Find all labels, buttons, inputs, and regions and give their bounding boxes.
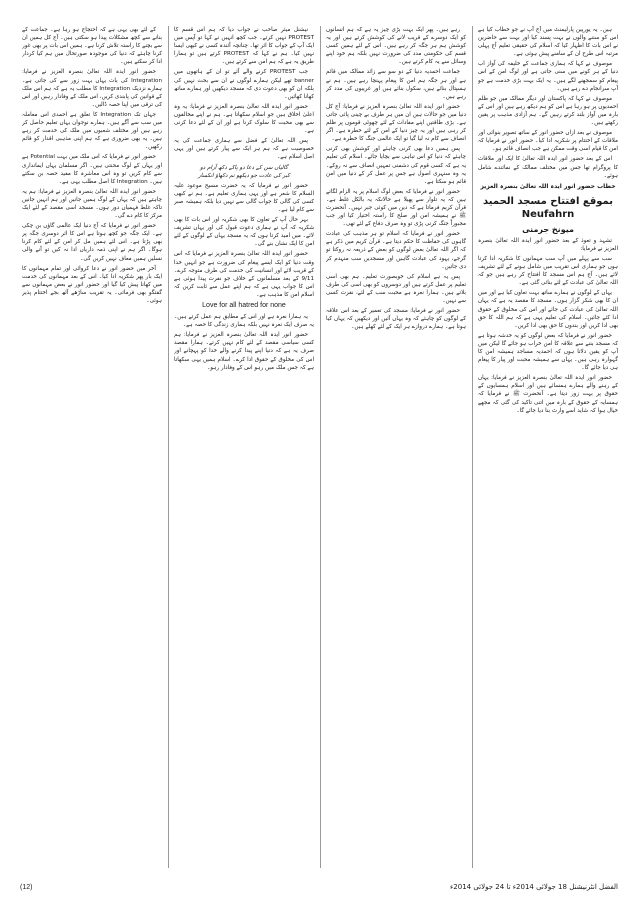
paragraph: پس اللہ تعالیٰ کے فضل سے ہماری جماعت کی یہ خصوصیت ہے کہ ہم ہر ایک سے پیار کرتے ہیں اور یہی اصل اسلام ہے۔ bbox=[174, 138, 314, 161]
column-3 bbox=[174, 26, 314, 868]
paragraph: حضور انور ایدہ اللہ تعالیٰ بنصرہ العزیز نے فرمایا: ہم یہ چاہتے ہیں کہ یہاں کے لوگ ہمیں جانیں اور ہم انہیں جانیں تاکہ غلط فہمیاں دور ہوں۔ مسجد اسی مقصد کے لئے ایک مرکز کا کام دے گی۔ bbox=[22, 188, 162, 220]
page-footer bbox=[20, 880, 618, 894]
paragraph: حضور انور ایدہ اللہ تعالیٰ بنصرہ العزیز نے فرمایا: ہم کسی سیاسی مقصد کے لئے کام نہیں کرتے۔ ہمارا مقصد صرف یہ ہے کہ دنیا اپنے پیدا کرنے والے خدا کو پہچانے اور اس کی مخلوق کے حقوق ادا کرے۔ اسلام ہمیں یہی سکھاتا ہے کہ جس ملک میں رہو اس کے وفادار رہو۔ bbox=[174, 332, 314, 371]
paragraph: آخر میں حضور انور نے دعا کروائی اور تمام مہمانوں کا ایک بار پھر شکریہ ادا کیا۔ اس کے بعد مہمانوں کی خدمت میں کھانا پیش کیا گیا اور حضور انور نے بعض مہمانوں سے گفتگو بھی فرمائی۔ یہ تقریب ساڑھے آٹھ بجے اختتام پذیر ہوئی۔ bbox=[22, 265, 162, 304]
paragraph: سب سے پہلے میں آپ سب مہمانوں کا شکریہ ادا کرتا ہوں جو ہماری اس تقریب میں شامل ہونے کے لئے تشریف لائے ہیں۔ آج ہم اس مسجد کا افتتاح کر رہے ہیں جو کہ اللہ تعالیٰ کی عبادت کے لئے بنائی گئی ہے۔ bbox=[478, 255, 618, 287]
column-divider bbox=[168, 26, 169, 868]
column-divider bbox=[320, 26, 321, 868]
paragraph: ہیں۔ یہ یورپین پارلیمنٹ میں آج آپ نے جو خطاب کیا ہے اس کو سننے والوں نے بہت پسند کیا اور بہت سے حاضرین نے اس بات کا اظہار کیا کہ اسلام کی حقیقی تعلیم آج پہلی مرتبہ اس طرح ان کے سامنے پیش ہوئی ہے۔ bbox=[478, 27, 618, 58]
paragraph: اس کے بعد حضور انور ایدہ اللہ تعالیٰ کا ایک اور ملاقات کا پروگرام تھا جس میں مختلف ممالک کے نمائندے شامل ہوئے۔ bbox=[478, 156, 618, 179]
column-divider bbox=[472, 26, 473, 868]
paragraph: جہاں تک Integration کا تعلق ہے احمدی اس معاملہ میں سب سے آگے ہیں۔ ہمارے نوجوان یہاں تعلیم حاصل کر رہے ہیں اور مختلف شعبوں میں ملک کی خدمت کر رہے ہیں۔ یہ بھی ضروری ہے کہ ہم اپنی مذہبی اقدار کو قائم رکھیں۔ bbox=[22, 111, 162, 151]
paragraph: پس ہمیں دعا بھی کرنی چاہئے اور کوشش بھی کرنی چاہئے کہ دنیا کو اس تباہی سے بچایا جائے۔ اسلام کی تعلیم یہ ہے کہ کسی قوم کی دشمنی تمہیں انصاف سے نہ روکے۔ یہ وہ سنہری اصول ہے جس پر عمل کر کے دنیا میں امن قائم ہو سکتا ہے۔ bbox=[326, 146, 466, 185]
paragraph: حضور انور ایدہ اللہ تعالیٰ بنصرہ العزیز نے فرمایا: Integration کی بات یہاں بہت زور سے کی جاتی ہے۔ ہمارے نزدیک Integration کا مطلب یہ ہے کہ ہم اس ملک کے قوانین کی پابندی کریں، اس ملک کے وفادار رہیں اور اس کی ترقی میں اپنا حصہ ڈالیں۔ bbox=[22, 69, 162, 108]
paragraph: رہے ہیں۔ پھر ایک بہت بڑی چیز یہ ہے کہ ہم انسانوں کو ایک دوسرے کے قریب لانے کی کوشش کرتے ہیں اور یہ کوشش ہم ہر جگہ کر رہے ہیں۔ اس کے لئے ہمیں کسی قسم کی حکومتی مدد کی ضرورت نہیں بلکہ ہم خود اپنے وسائل سے یہ کام کرتے ہیں۔ bbox=[326, 27, 466, 66]
paragraph: حضور انور ایدہ اللہ تعالیٰ بنصرہ العزیز نے فرمایا: یہ وہ اعلیٰ اخلاق ہیں جو اسلام سکھاتا ہے۔ ہم نے اپنے مخالفوں سے بھی محبت کا سلوک کرنا ہے اور ان کے لئے دعا کرنی ہے۔ bbox=[174, 103, 314, 135]
paragraph: موصوف نے بعد ازاں حضور انور کے ساتھ تصویر بنوائی اور ملاقات کے اختتام پر شکریہ ادا کیا۔ حضور انور نے فرمایا کہ امن کا قیام اسی وقت ممکن ہے جب انصاف قائم ہو۔ bbox=[478, 130, 618, 153]
paragraph: حضور انور نے فرمایا کہ اس ملک میں بہت Potential ہے اور یہاں کے لوگ محنتی ہیں۔ اگر مسلمان یہاں ایمانداری سے کام کریں تو وہ اس معاشرہ کا مفید حصہ بن سکتے ہیں۔ Integration کا اصل مطلب یہی ہے۔ bbox=[22, 154, 162, 185]
paragraph: کے لئے بھی یہی ہے کہ احتجاج ہو رہا ہے۔ جماعت کے بنانے سے کچھ مشکلات پیدا ہو سکتی ہیں۔ آج کل ہمیں ان سے بچنے کا راستہ تلاش کرنا ہے۔ ہمیں اس بات پر بھی غور کرنا چاہئے کہ دنیا کی موجودہ صورتحال میں ہم کیا کردار ادا کر سکتے ہیں۔ bbox=[22, 27, 162, 66]
paragraph: موصوف نے کہا کہ ہماری جماعت کے خلیفہ کی آواز اب دنیا کے ہر کونے میں سنی جاتی ہے اور لوگ امن کے اس پیغام کو سمجھنے لگے ہیں۔ یہ ایک بہت بڑی خدمت ہے جو آپ سرانجام دے رہے ہیں۔ bbox=[478, 61, 618, 92]
paragraph: یہ ہمارا نعرہ ہے اور اس کے مطابق ہم عمل کرتے ہیں۔ یہ صرف ایک نعرہ نہیں بلکہ ہماری زندگی کا حصہ ہے۔ bbox=[174, 314, 314, 329]
paragraph: بہر حال آپ کے تعاون کا بھی شکریہ اور اس بات کا بھی شکریہ کہ آپ نے ہماری دعوت قبول کی اور یہاں تشریف لائے۔ میں امید کرتا ہوں کہ یہ مسجد یہاں کے لوگوں کے لئے امن کا ایک نشان بنے گی۔ bbox=[174, 217, 314, 248]
section-heading-big: بموقع افتتاح مسجد الحمید Neufahrn bbox=[483, 195, 613, 220]
column-2 bbox=[326, 26, 466, 868]
paragraph: نیشنل میئر صاحب نے جواب دیا کہ ہم اس قسم کا PROTEST نہیں کرتے۔ جب کچھ انہیں نے کہا تو آپس میں ایک آپ کے جواب کا اثر تھا۔ چنانچہ آئندہ کسی نے کبھی ایسا نہیں کیا۔ ہم نے کہا کہ PROTEST کرتے ہیں تو ہمارا طریق یہ ہے کہ ہم امن سے کرتے ہیں۔ bbox=[174, 27, 314, 66]
paragraph: حضور انور ایدہ اللہ تعالیٰ بنصرہ العزیز نے فرمایا کہ اس وقت دنیا کو ایک ایسے پیغام کی ضرورت ہے جو انہیں خدا کے قریب لائے اور انسانیت کی خدمت کی طرف متوجہ کرے۔ 9/11 کے بعد مسلمانوں کے خلاف جو نفرت پیدا ہوئی ہے اس کا جواب یہی ہے کہ ہم اپنے عمل سے ثابت کریں کہ اسلام امن کا مذہب ہے۔ bbox=[174, 251, 314, 298]
section-heading-location: میونخ جرمنی bbox=[522, 224, 574, 234]
column-1 bbox=[478, 26, 618, 868]
paragraph: حضور انور نے فرمایا کہ اسلام تو ہر مذہب کی عبادت گاہوں کی حفاظت کا حکم دیتا ہے۔ قرآن کریم میں ذکر ہے کہ اگر اللہ تعالیٰ بعض لوگوں کو بعض کے ذریعہ نہ روکتا تو گرجے، یہود کی عبادت گاہیں اور مسجدیں سب منہدم کر دی جاتیں۔ bbox=[326, 231, 466, 270]
paragraph: یہاں کے لوگوں نے ہمارے ساتھ بہت تعاون کیا ہے اور میں ان کا بھی شکر گزار ہوں۔ مسجد کا مقصد یہ ہے کہ یہاں اللہ تعالیٰ کی عبادت کی جائے اور اس کی مخلوق کے حقوق ادا کئے جائیں۔ اسلام کی تعلیم یہی ہے کہ ہم اللہ کا حق بھی ادا کریں اور بندوں کا حق بھی ادا کریں۔ bbox=[478, 290, 618, 329]
paragraph: موصوف نے کہا کہ پاکستان اور دیگر ممالک میں جو ظلم احمدیوں پر ہو رہا ہے اس کو ہم دیکھ رہے ہیں اور اس کے بارہ میں آواز بلند کرتے رہیں گے۔ ہم آزادی مذہب پر یقین رکھتے ہیں۔ bbox=[478, 95, 618, 127]
section-heading-small: خطاب حضور انور ایدہ اللہ تعالیٰ بنصرہ العزیز bbox=[480, 182, 616, 190]
paragraph: حضور انور نے فرمایا کہ بعض لوگوں کو یہ خدشہ ہوتا ہے کہ مسجد بننے سے علاقہ کا امن خراب ہو جائے گا لیکن میں آپ کو یقین دلاتا ہوں کہ احمدیہ مساجد ہمیشہ امن کا گہوارہ رہی ہیں۔ یہاں سے ہمیشہ محبت اور پیار کا پیغام ہی دیا جائے گا۔ bbox=[478, 332, 618, 372]
paragraph: حضور انور نے فرمایا کہ بعض لوگ اسلام پر یہ الزام لگاتے ہیں کہ یہ تلوار سے پھیلا ہے حالانکہ یہ بالکل غلط ہے۔ قرآن کریم فرماتا ہے کہ دین میں کوئی جبر نہیں۔ آنحضرت ﷺ نے ہمیشہ امن اور صلح کا راستہ اختیار کیا اور جب مجبوراً جنگ کرنی پڑی تو وہ صرف دفاع کے لئے تھی۔ bbox=[326, 188, 466, 228]
paragraph: حضور انور ایدہ اللہ تعالیٰ بنصرہ العزیز نے فرمایا: آج کل دنیا میں جو حالات ہیں ان میں ہر طرف بے چینی پائی جاتی ہے۔ بڑی طاقتیں اپنے مفادات کے لئے چھوٹی قوموں پر ظلم کر رہی ہیں اور یہ چیز دنیا کے امن کے لئے خطرہ ہے۔ اگر انصاف سے کام نہ لیا گیا تو ایک عالمی جنگ کا خطرہ ہے۔ bbox=[326, 103, 466, 143]
paragraph: حضور انور ایدہ اللہ تعالیٰ بنصرہ العزیز نے فرمایا: یہاں کے رہنے والے ہمارے ہمسائے ہیں اور اسلام ہمسایوں کے حقوق پر بہت زور دیتا ہے۔ آنحضرت ﷺ نے فرمایا کہ ہمسایہ کے حقوق کے بارہ میں اتنی تاکید کی گئی کہ مجھے خیال ہوا کہ شاید اسے وارث بنا دیا جائے گا۔ bbox=[478, 375, 618, 414]
issue-line: الفضل انٹرنیشنل 18 جولائی 2014ء تا 24 جولائی 2014ء bbox=[450, 883, 618, 891]
paragraph: حضور انور نے فرمایا کہ یہ حضرت مسیح موعود علیہ السلام کا شعر ہے اور یہی ہماری تعلیم ہے۔ ہم نے کبھی کسی کی گالی کا جواب گالی سے نہیں دیا بلکہ ہمیشہ صبر سے کام لیا ہے۔ bbox=[174, 182, 314, 213]
paragraph: حضور انور نے فرمایا کہ آج دنیا ایک عالمی گاؤں بن چکی ہے۔ ایک جگہ جو کچھ ہوتا ہے اس کا اثر دوسری جگہ پر بھی پڑتا ہے۔ اس لئے ہمیں مل کر امن کے لئے کام کرنا ہوگا۔ اگر ہم نے اپنی ذمہ داریاں ادا نہ کیں تو آنے والی نسلیں ہمیں معاف نہیں کریں گی۔ bbox=[22, 223, 162, 262]
paragraph: جب PROTEST کرنے والے آئے تو ان کے ہاتھوں میں banner تھے لیکن ہمارے لوگوں نے ان سے بحث نہیں کی بلکہ ان کو بھی دعوت دی کہ مسجد دیکھیں اور ہمارے ساتھ کھانا کھائیں۔ bbox=[174, 69, 314, 100]
paragraph: حضور انور نے فرمایا: مسجد کی تعمیر کے بعد اس علاقہ کے لوگوں کو چاہئے کہ وہ یہاں آئیں اور دیکھیں کہ یہاں کیا ہوتا ہے۔ ہمارے دروازے ہر ایک کے لئے کھلے ہیں۔ bbox=[326, 308, 466, 331]
paragraph: پس یہ ہے اسلام کی خوبصورت تعلیم۔ ہم بھی اسی تعلیم پر عمل کرتے ہیں اور دوسروں کو بھی اسی کی طرف بلاتے ہیں۔ ہمارا نعرہ ہے محبت سب کے لئے، نفرت کسی سے نہیں۔ bbox=[326, 273, 466, 304]
page-number: (12) bbox=[20, 883, 33, 891]
slogan-line: Love for all hatred for none bbox=[202, 302, 286, 309]
paragraph: تشہد و تعوذ کے بعد حضور انور ایدہ اللہ تعالیٰ بنصرہ العزیز نے فرمایا: bbox=[478, 237, 618, 252]
paragraph: جماعت احمدیہ دنیا کے دو سو سے زائد ممالک میں قائم ہے اور ہر جگہ ہم امن کا پیغام پہنچا رہے ہیں۔ ہم نے ہسپتال بنائے ہیں، سکول بنائے ہیں اور غریبوں کی مدد کر رہے ہیں۔ bbox=[326, 69, 466, 100]
column-4 bbox=[22, 26, 162, 868]
poetry-verse: گالیاں سن کے دعا دو پاکے دکھ آرام دو کبر کی عادت جو دیکھو تم دکھاؤ انکسار bbox=[198, 164, 290, 179]
